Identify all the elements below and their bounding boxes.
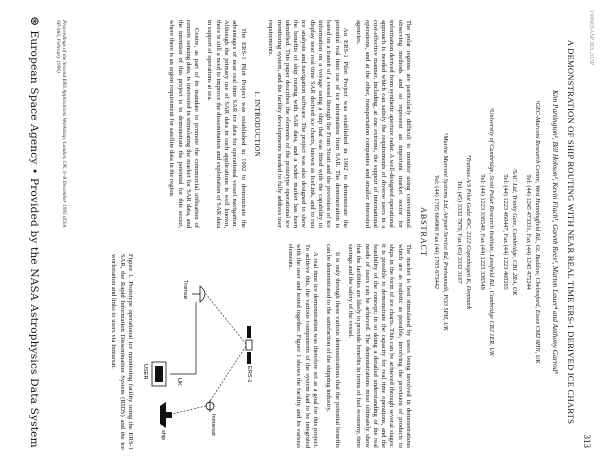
proceedings-footnote: Proceedings of the Second ERS Applications Workshop, London, UK, 6–8 December 1995 (ESA SP-383, February 1996)	[55, 20, 67, 228]
figure-caption-text: Figure 1. Prototype operational ice monitoring facility using the ERS-1 SAR, the Rapid Information Dissemination System (RIDS) and the ice workstation and links to users via Inmarsat.	[110, 254, 134, 450]
satellite-label: ERS-1	[246, 366, 252, 383]
downlink-line	[206, 294, 246, 344]
body-paragraph: It is only through these various demonstrations that the potential benefits can be demonstrated to the satisfaction of the shipping industry.	[325, 244, 341, 448]
paper-authors: Kim Partington¹, Bill Hobson², Kevin Flach¹, Gareth Rees³, Marten Lauer⁴ and Anthony Garrod⁵	[551, 90, 560, 374]
affiliation-3: ³University of Cambridge, Scott Polar Research Institute, Lensfield Rd., Cambridge CB2 1ER, UK	[488, 107, 495, 357]
affiliation-1: ¹GEC-Marconi Research Centre, West Hanningfield Rd., Gt. Baddow, Chelmsford, Essex CM2 8HN, UK	[534, 100, 541, 364]
body-paragraph: A real time ice demonstration was therefore set as a goal for this project. To achieve this, the various components of the system had to be integrated with the user and tested together. Figure 1 shows the facility and its various elements.	[287, 244, 320, 448]
user-workstation-icon	[152, 362, 166, 386]
figure-1-diagram	[140, 254, 258, 450]
footer-text: European Space Agency • Provided by the NASA Astrophysics Data System	[28, 30, 40, 448]
affiliation-3-contact: Tel: (44) 1223 336540, Fax (44) 1223 336549	[479, 174, 486, 290]
ground-station-icon	[192, 286, 205, 302]
ship-icon	[160, 402, 172, 428]
bibcode-label: 1996ESASP.383..313P	[588, 10, 594, 66]
figure-caption	[104, 254, 134, 450]
esa-logo-icon: ⊛	[28, 16, 42, 27]
ground-station-label: Tromsø	[182, 280, 188, 300]
right-column	[281, 244, 412, 448]
introduction-paragraph: Centre, as part of its mandate to promote the commercial utilisation of remote sensing data, is interested in stimulating the market for SAR data, and the intention of this project is to demonstrate the potential for this sector, where there is an urgent requirement for satellite data in the region.	[168, 20, 201, 228]
ship-link-line	[172, 406, 206, 414]
abstract-paragraph: An ERS-1 Pilot Project was established in 1992 to demonstrate the potential real time use of ice information from SAR. The demonstration is based on a transit of a vessel through the Fram Strait and the provision of ice information on a voyage using a ship that was fitted with the capability to display near real time SAR derived ice charts, known as IceLink, and to run ice analysis and navigation software. The project was also designed to show the benefits of ship routing with SAR data, and a wider market has been identified. This paper describes the elements of the prototype operational ice monitoring system, and the facility developments needed to fully address user requirements.	[267, 20, 349, 228]
body-paragraph: The market is best stimulated by users being involved in demonstrations which are as realistic as possible, involving the provision of products to ships in the form of ice charts. This can be achieved through several stages: it is possible to demonstrate the capacity for real time operations, and the feasibility of the concept; in so doing a detailed understanding of the real needs of users can be achieved. The demonstrations must ultimately show that the facilities are likely to provide benefits in terms of fuel economy, time savings and the safety of the vessel.	[346, 244, 412, 448]
affiliation-4: ⁴Transas A/S Pilot Gade 45C, 2112 Copenhagen K, Denmark	[465, 154, 472, 310]
user-label: USER	[142, 364, 148, 380]
paper-title: A DEMONSTRATION OF SHIP ROUTING WITH NEAR REAL TIME ERS-1 DERIVED ICE CHARTS	[566, 39, 576, 425]
introduction-paragraph: The ERS-1 Pilot Project was established in 1992 to demonstrate the advantages of near real time SAR ice data for operational vessel navigation. Although the primary use of SAR data in such applications is well known, there is still a need to improve the dissemination and exploitation of SAR data in support of operations at sea.	[206, 20, 247, 228]
uplink-line	[208, 346, 246, 404]
inmarsat-icon	[206, 400, 214, 412]
data-link-line	[170, 302, 196, 374]
affiliation-2-contact: Tel: (44) 1223 460447, Fax (44) 1223 460265	[502, 174, 509, 290]
abstract-heading: ABSTRACT	[419, 207, 428, 257]
satellite-icon	[246, 326, 252, 364]
uk-label: UK	[176, 378, 182, 386]
abstract-paragraph: The polar regions are particularly difficult to monitor using conventional observing methods and so represent an important market sector for information derived from synthetic aperture radar. A well-designed operational approach is needed which can satisfy the requirements of diverse users in a cost-effective manner, including, at one extreme, the support of international operations, and at the other, transportation companies and smaller interested agencies.	[355, 20, 412, 228]
ads-footer	[28, 0, 42, 464]
inmarsat-label: Inmarsat	[210, 414, 216, 436]
introduction-heading: 1. INTRODUCTION	[252, 91, 261, 157]
left-column	[162, 20, 412, 228]
ship-label: ship	[160, 430, 166, 441]
affiliation-1-contact: Tel: (44) 1245 473331, Fax (44) 1245 475244	[525, 174, 532, 290]
affiliation-5: ⁵Marine Marconi Systems Ltd, Airport Service Rd, Portsmouth, PO3 5PH, UK	[442, 133, 449, 331]
affiliation-2: ²SAC Ltd, Trinity Gate, Cambridge, CB1 2RA, UK	[511, 168, 518, 296]
affiliation-4-contact: Tel: (45) 3332 7979, Fax (45) 3332 3167	[456, 180, 463, 284]
page-number: 313	[582, 434, 592, 448]
affiliation-5-contact: Tel: (44) 1705 664966 Fax (44) 1705 673442	[433, 174, 440, 290]
